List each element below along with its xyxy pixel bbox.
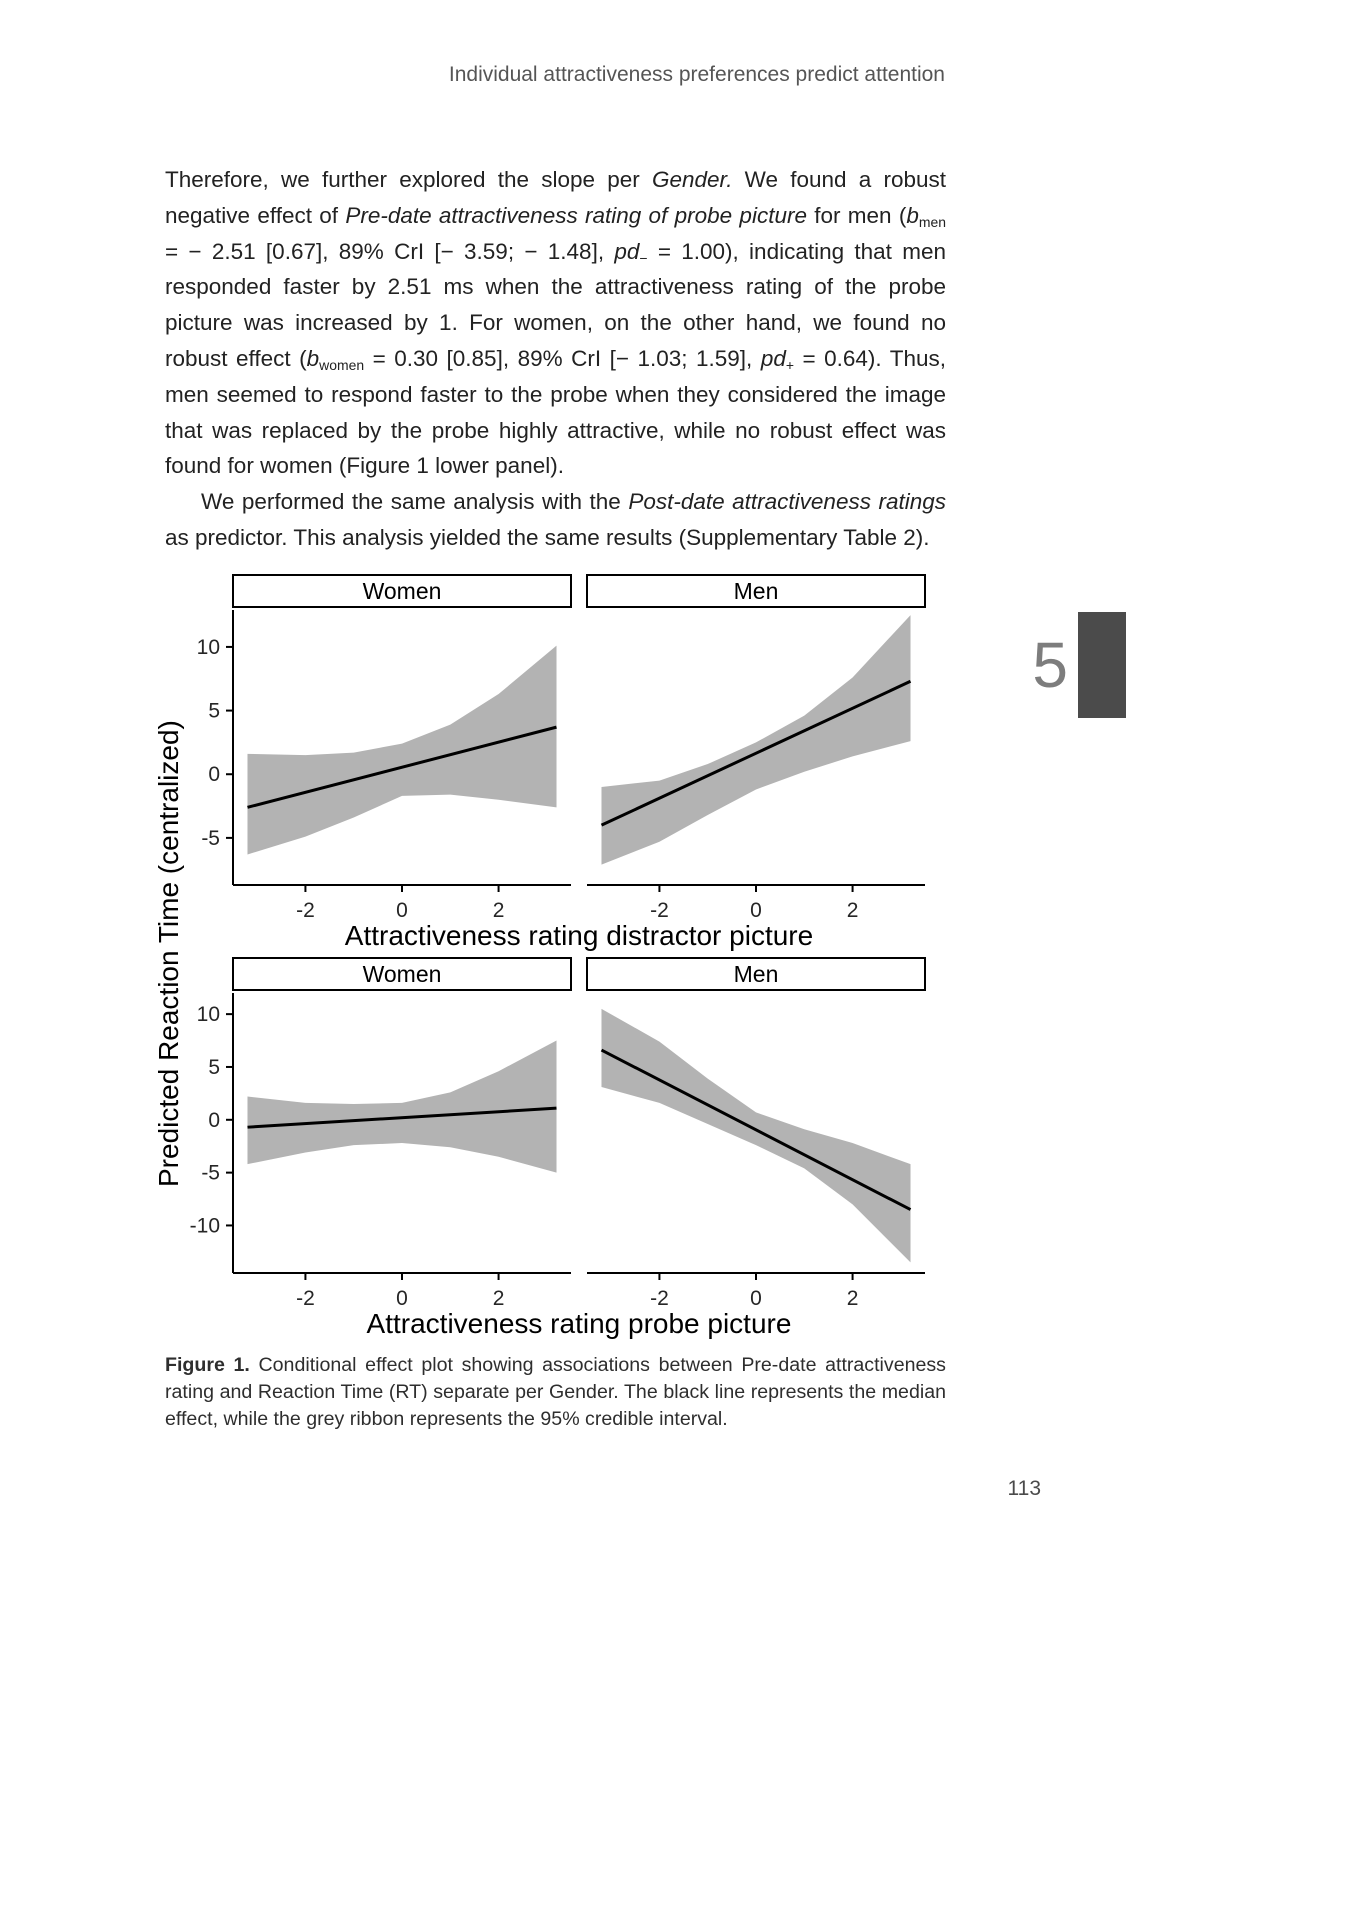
credible-interval-ribbon: [247, 1041, 556, 1173]
text-segment: = 0.64). Thus, men seemed to respond faster to the probe when they considered the image that was replaced by the probe highly attractive, while no robust effect was found for women (Figure 1 lower panel).: [165, 345, 947, 479]
y-tick-label: 0: [208, 1108, 220, 1132]
text-segment: Figure 1.: [165, 1354, 250, 1376]
text-segment: = − 2.51 [0.67], 89% CrI [− 3.59; − 1.48],: [165, 238, 615, 264]
text-segment: = 1.00), indicating that men responded faster by 2.51 ms when the attractiveness rating of the probe picture was increased by 1. For women, on the other hand, we found no robust effect (: [165, 238, 946, 371]
text-segment: for men (: [806, 202, 907, 228]
chapter-number: 5: [1032, 629, 1068, 701]
credible-interval-ribbon: [247, 646, 556, 855]
text-segment: pd: [760, 345, 786, 371]
text-segment: −: [639, 249, 648, 266]
x-tick-label: 0: [396, 899, 408, 922]
chart-canvas-probe: [155, 950, 945, 1350]
text-segment: Therefore, we further explored the slope per: [165, 167, 652, 192]
text-segment: women: [319, 357, 365, 374]
running-head: Individual attractiveness preferences predict attention: [448, 63, 945, 86]
x-tick-label: -2: [650, 1287, 669, 1310]
text-segment: b: [306, 345, 320, 371]
figure-caption: [165, 1352, 946, 1432]
facet-strip-label: Men: [733, 578, 779, 604]
credible-interval-ribbon: [601, 615, 910, 865]
x-tick-label: 2: [492, 899, 505, 922]
text-segment: We found a robust negative effect of: [165, 167, 947, 228]
x-tick-label: -2: [650, 899, 669, 922]
x-tick-label: 0: [750, 1287, 762, 1310]
facet-strip-label: Men: [733, 961, 779, 987]
chart-canvas-distractor: [155, 568, 945, 960]
y-tick-label: -10: [189, 1214, 220, 1238]
text-segment: We performed the same analysis with the: [201, 489, 629, 515]
text-segment: pd: [614, 238, 640, 264]
text-segment: as predictor. This analysis yielded the same results (Supplementary Table 2).: [165, 524, 930, 550]
y-tick-label: 10: [196, 1003, 220, 1027]
x-tick-label: 2: [846, 1287, 859, 1310]
y-tick-label: 0: [208, 763, 220, 787]
figure1-upper-panel: [155, 568, 945, 960]
y-tick-label: 5: [208, 699, 220, 723]
x-tick-label: 0: [396, 1287, 408, 1310]
x-tick-label: 2: [492, 1287, 505, 1310]
facet-strip-label: Women: [362, 961, 442, 987]
body-text: [165, 162, 946, 556]
paragraph-1: [165, 162, 946, 484]
y-tick-label: -5: [201, 826, 220, 850]
text-segment: b: [906, 202, 919, 228]
credible-interval-ribbon: [601, 1009, 910, 1263]
x-axis-title-distractor: Attractiveness rating distractor picture: [344, 920, 814, 951]
x-tick-label: -2: [296, 1287, 315, 1310]
text-segment: Gender.: [651, 167, 733, 192]
y-tick-label: 5: [208, 1055, 220, 1079]
x-axis-title-probe: Attractiveness rating probe picture: [366, 1308, 792, 1339]
y-axis-title: Predicted Reaction Time (centralized): [153, 720, 184, 1188]
facet-strip-label: Women: [362, 578, 442, 604]
text-segment: men: [918, 213, 946, 230]
text-segment: Pre-date attractiveness rating of probe picture: [345, 202, 807, 228]
x-tick-label: 0: [750, 899, 762, 922]
y-tick-label: 10: [196, 635, 220, 659]
x-tick-label: -2: [296, 899, 315, 922]
text-segment: +: [785, 357, 794, 374]
text-segment: Post-date attractiveness ratings: [628, 489, 946, 515]
y-tick-label: -5: [201, 1161, 220, 1185]
paragraph-2: [165, 484, 946, 556]
median-line: [601, 1050, 910, 1210]
page-number: 113: [1007, 1477, 1041, 1500]
x-tick-label: 2: [846, 899, 859, 922]
chapter-tab: [1078, 612, 1126, 718]
text-segment: Conditional effect plot showing associations between Pre-date attractiveness rating and Reaction Time (RT) separate per Gender. The black line represents the median effect, while the grey ribbon represents the 95% credible interval.: [165, 1354, 946, 1430]
text-segment: = 0.30 [0.85], 89% CrI [− 1.03; 1.59],: [364, 345, 761, 371]
figure1-lower-panel: [155, 950, 945, 1350]
